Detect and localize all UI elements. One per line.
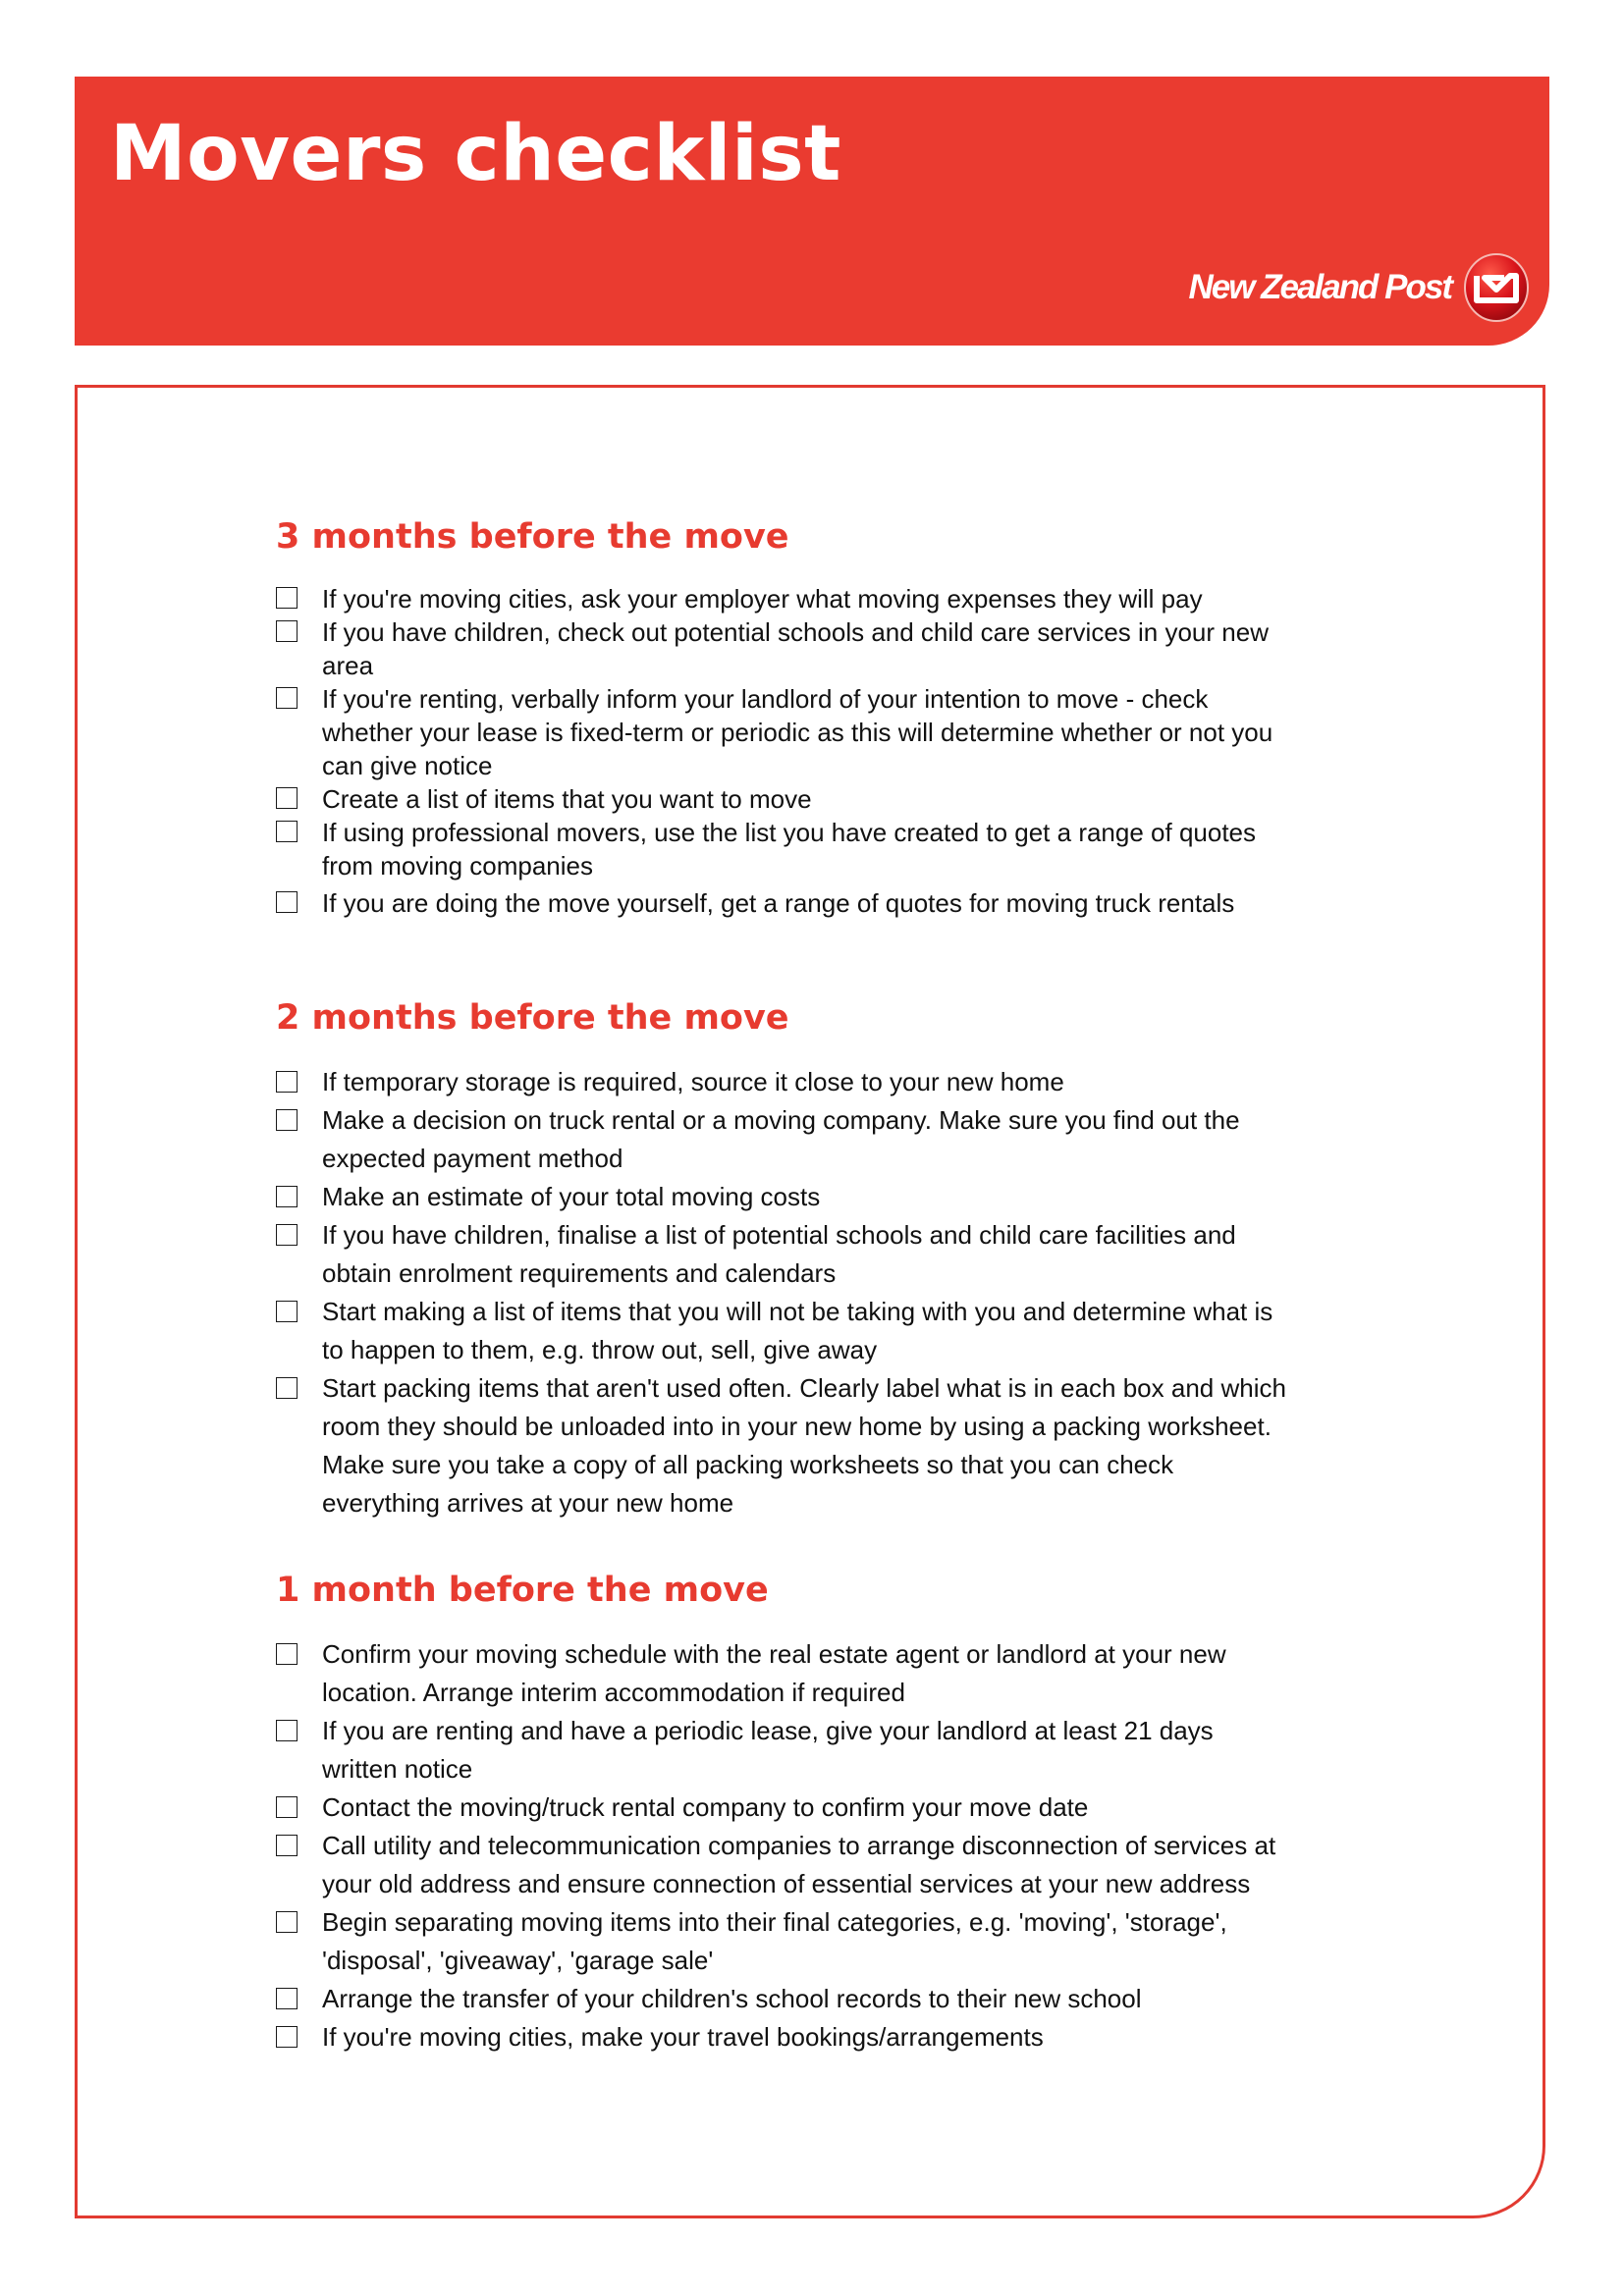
checklist-item-text: Begin separating moving items into their final categories, e.g. 'moving', 'storage', 'disposal', 'giveaway', 'garage sale' [322,1907,1227,1975]
checkbox[interactable] [276,2026,298,2048]
checklist-item [276,682,1287,782]
section-3-months [276,517,1287,920]
checklist-item [276,1980,1287,2018]
checklist-item [276,782,1287,816]
envelope-icon [1463,252,1530,323]
checklist-item [276,1369,1287,1522]
checklist-item [276,1063,1287,1101]
checklist-item [276,886,1287,920]
checklist-item-text: If you're moving cities, ask your employer what moving expenses they will pay [322,584,1203,614]
checklist-item-text: Call utility and telecommunication companies to arrange disconnection of services at your old address and ensure connection of essential services at your new address [322,1831,1276,1898]
checklist-item-text: Confirm your moving schedule with the real estate agent or landlord at your new location. Arrange interim accommodation if required [322,1639,1226,1707]
checkbox[interactable] [276,1186,298,1207]
checkbox[interactable] [276,587,298,609]
checkbox[interactable] [276,1071,298,1093]
checklist-item-text: Create a list of items that you want to move [322,784,812,814]
checklist-item-text: If you're renting, verbally inform your landlord of your intention to move - check whether your lease is fixed-term or periodic as this will determine whether or not you can give notice [322,684,1273,780]
checklist-item [276,1903,1287,1980]
checklist-item [276,1178,1287,1216]
checklist-item [276,1712,1287,1789]
header-banner [75,77,1549,346]
checklist-item [276,1293,1287,1369]
checklist-item [276,1216,1287,1293]
brand-name: New Zealand Post [1188,268,1451,306]
checklist-item [276,1827,1287,1903]
checkbox[interactable] [276,1643,298,1665]
checklist-item-text: Contact the moving/truck rental company to confirm your move date [322,1792,1089,1822]
checklist [276,582,1287,920]
checkbox[interactable] [276,1224,298,1246]
page-title: Movers checklist [110,110,841,198]
section-1-month [276,1571,1287,2056]
checklist [276,1635,1287,2056]
section-heading: 3 months before the move [276,517,789,557]
brand-lockup [1188,252,1530,323]
checkbox[interactable] [276,1377,298,1399]
checklist-item [276,816,1287,882]
checklist [276,1063,1287,1522]
checklist-item-text: Arrange the transfer of your children's school records to their new school [322,1984,1142,2013]
checkbox[interactable] [276,1911,298,1933]
checklist-item-text: Start packing items that aren't used often. Clearly label what is in each box and which room they should be unloaded into in your new home by using a packing worksheet. Make sure you take a copy of all packing worksheets so that you can check everything arrives at your new home [322,1373,1286,1518]
checkbox[interactable] [276,787,298,809]
checkbox[interactable] [276,620,298,642]
checkbox[interactable] [276,1988,298,2009]
checkbox[interactable] [276,1835,298,1856]
checklist-item-text: If you are doing the move yourself, get a range of quotes for moving truck rentals [322,888,1235,918]
checklist-item [276,582,1287,615]
checkbox[interactable] [276,1796,298,1818]
checkbox[interactable] [276,821,298,842]
checklist-item-text: Make an estimate of your total moving costs [322,1182,821,1211]
checklist-item-text: Start making a list of items that you will not be taking with you and determine what is to happen to them, e.g. throw out, sell, give away [322,1297,1273,1364]
section-2-months [276,998,1287,1522]
checkbox[interactable] [276,1301,298,1322]
checkbox[interactable] [276,1720,298,1741]
checklist-item [276,1789,1287,1827]
checkbox[interactable] [276,891,298,913]
section-heading: 1 month before the move [276,1571,769,1610]
checklist-item-text: If you are renting and have a periodic lease, give your landlord at least 21 days written notice [322,1716,1214,1784]
checklist-item-text: If temporary storage is required, source it close to your new home [322,1067,1064,1096]
checklist-item [276,1101,1287,1178]
checklist-item-text: Make a decision on truck rental or a moving company. Make sure you find out the expected payment method [322,1105,1240,1173]
checklist-item [276,1635,1287,1712]
section-heading: 2 months before the move [276,998,789,1038]
checklist-item-text: If you have children, check out potential schools and child care services in your new area [322,617,1269,680]
checklist-item-text: If using professional movers, use the list you have created to get a range of quotes from moving companies [322,818,1257,881]
checkbox[interactable] [276,1109,298,1131]
checklist-item [276,2018,1287,2056]
checklist-item-text: If you have children, finalise a list of potential schools and child care facilities and obtain enrolment requirements and calendars [322,1220,1236,1288]
checklist-item-text: If you're moving cities, make your travel bookings/arrangements [322,2022,1044,2052]
checkbox[interactable] [276,687,298,709]
checklist-item [276,615,1287,682]
